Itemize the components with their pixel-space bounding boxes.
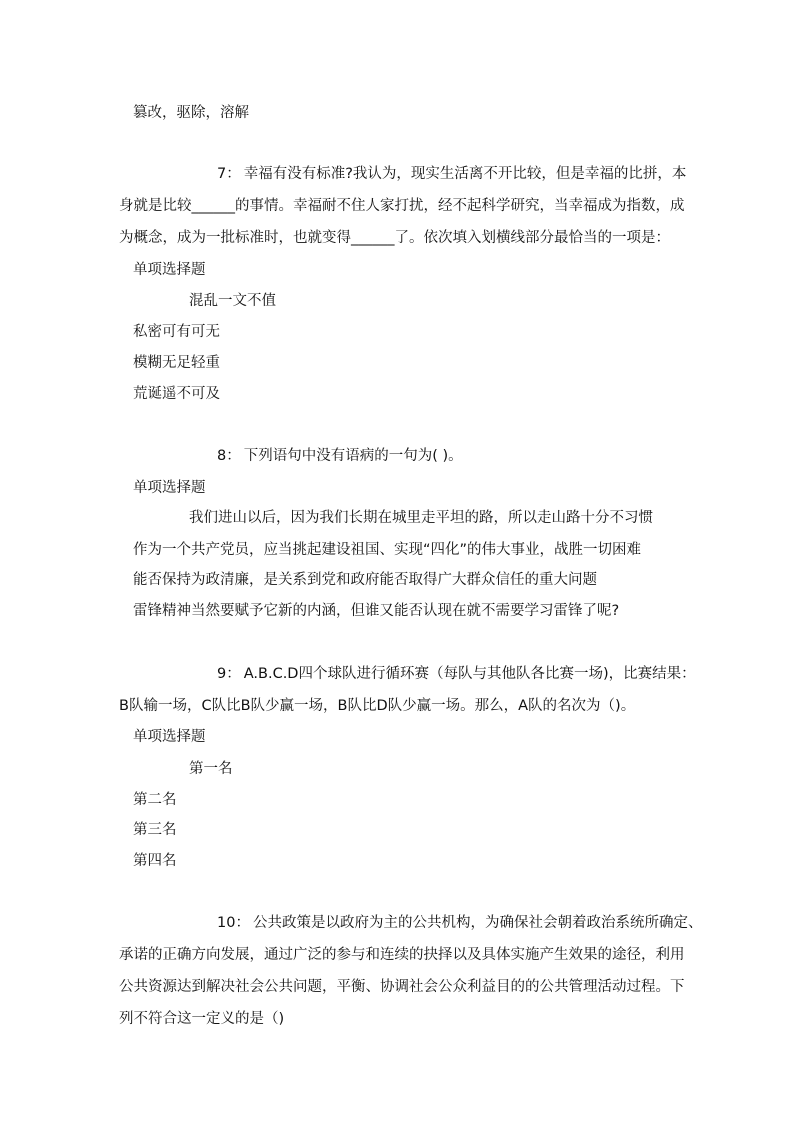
question-10-line-1 bbox=[217, 913, 702, 933]
question-8-line-1 bbox=[217, 446, 463, 466]
question-9-type: 单项选择题 bbox=[133, 729, 206, 745]
question-7-option-a[interactable]: 混乱一文不值 bbox=[189, 293, 276, 309]
question-9-option-a[interactable]: 第一名 bbox=[189, 761, 233, 777]
question-8-type: 单项选择题 bbox=[133, 480, 206, 496]
question-7-line-1 bbox=[217, 164, 686, 184]
question-7-number: 7： bbox=[217, 166, 241, 182]
question-7-option-b[interactable]: 私密可有可无 bbox=[133, 324, 220, 340]
previous-answer-text: 篡改，驱除，溶解 bbox=[133, 105, 249, 121]
question-9-option-c[interactable]: 第三名 bbox=[133, 822, 177, 838]
question-9-number: 9： bbox=[217, 666, 241, 682]
question-10-line-3: 公共资源达到解决社会公共问题，平衡、协调社会公众利益目的的公共管理活动过程。下 bbox=[119, 979, 685, 995]
question-10-text: 公共政策是以政府为主的公共机构，为确保社会朝着政治系统所确定、 bbox=[252, 915, 703, 931]
question-9-line-1 bbox=[217, 664, 696, 684]
question-9-option-d[interactable]: 第四名 bbox=[133, 853, 177, 869]
question-8-option-a[interactable]: 我们进山以后，因为我们长期在城里走平坦的路，所以走山路十分不习惯 bbox=[189, 510, 653, 526]
question-10-number: 10： bbox=[217, 915, 250, 931]
question-7-option-c[interactable]: 模糊无足轻重 bbox=[133, 355, 220, 371]
question-9-option-b[interactable]: 第二名 bbox=[133, 792, 177, 808]
question-7-line-2: 身就是比较______的事情。幸福耐不住人家打扰，经不起科学研究，当幸福成为指数，成 bbox=[119, 198, 685, 214]
question-8-text: 下列语句中没有语病的一句为( )。 bbox=[243, 448, 463, 464]
question-7-option-d[interactable]: 荒诞遥不可及 bbox=[133, 386, 220, 402]
question-8-number: 8： bbox=[217, 448, 241, 464]
question-10-line-2: 承诺的正确方向发展，通过广泛的参与和连续的抉择以及具体实施产生效果的途径，利用 bbox=[119, 947, 685, 963]
question-8-option-d[interactable]: 雷锋精神当然要赋予它新的内涵，但谁又能否认现在就不需要学习雷锋了呢? bbox=[133, 603, 620, 619]
question-9-line-2: B队输一场，C队比B队少赢一场，B队比D队少赢一场。那么，A队的名次为（)。 bbox=[119, 698, 636, 714]
question-8-option-c[interactable]: 能否保持为政清廉，是关系到党和政府能否取得广大群众信任的重大问题 bbox=[133, 572, 597, 588]
question-8-option-b[interactable]: 作为一个共产党员，应当挑起建设祖国、实现“四化”的伟大事业，战胜一切困难 bbox=[133, 542, 642, 558]
question-7-text: 幸福有没有标准?我认为，现实生活离不开比较，但是幸福的比拼，本 bbox=[243, 166, 687, 182]
question-9-text: A.B.C.D四个球队进行循环赛（每队与其他队各比赛一场)，比赛结果： bbox=[243, 666, 696, 682]
question-10-line-4: 列不符合这一定义的是（) bbox=[119, 1011, 285, 1027]
question-7-line-3: 为概念，成为一批标准时，也就变得______了。依次填入划横线部分最恰当的一项是： bbox=[119, 230, 670, 246]
question-7-type: 单项选择题 bbox=[133, 262, 206, 278]
